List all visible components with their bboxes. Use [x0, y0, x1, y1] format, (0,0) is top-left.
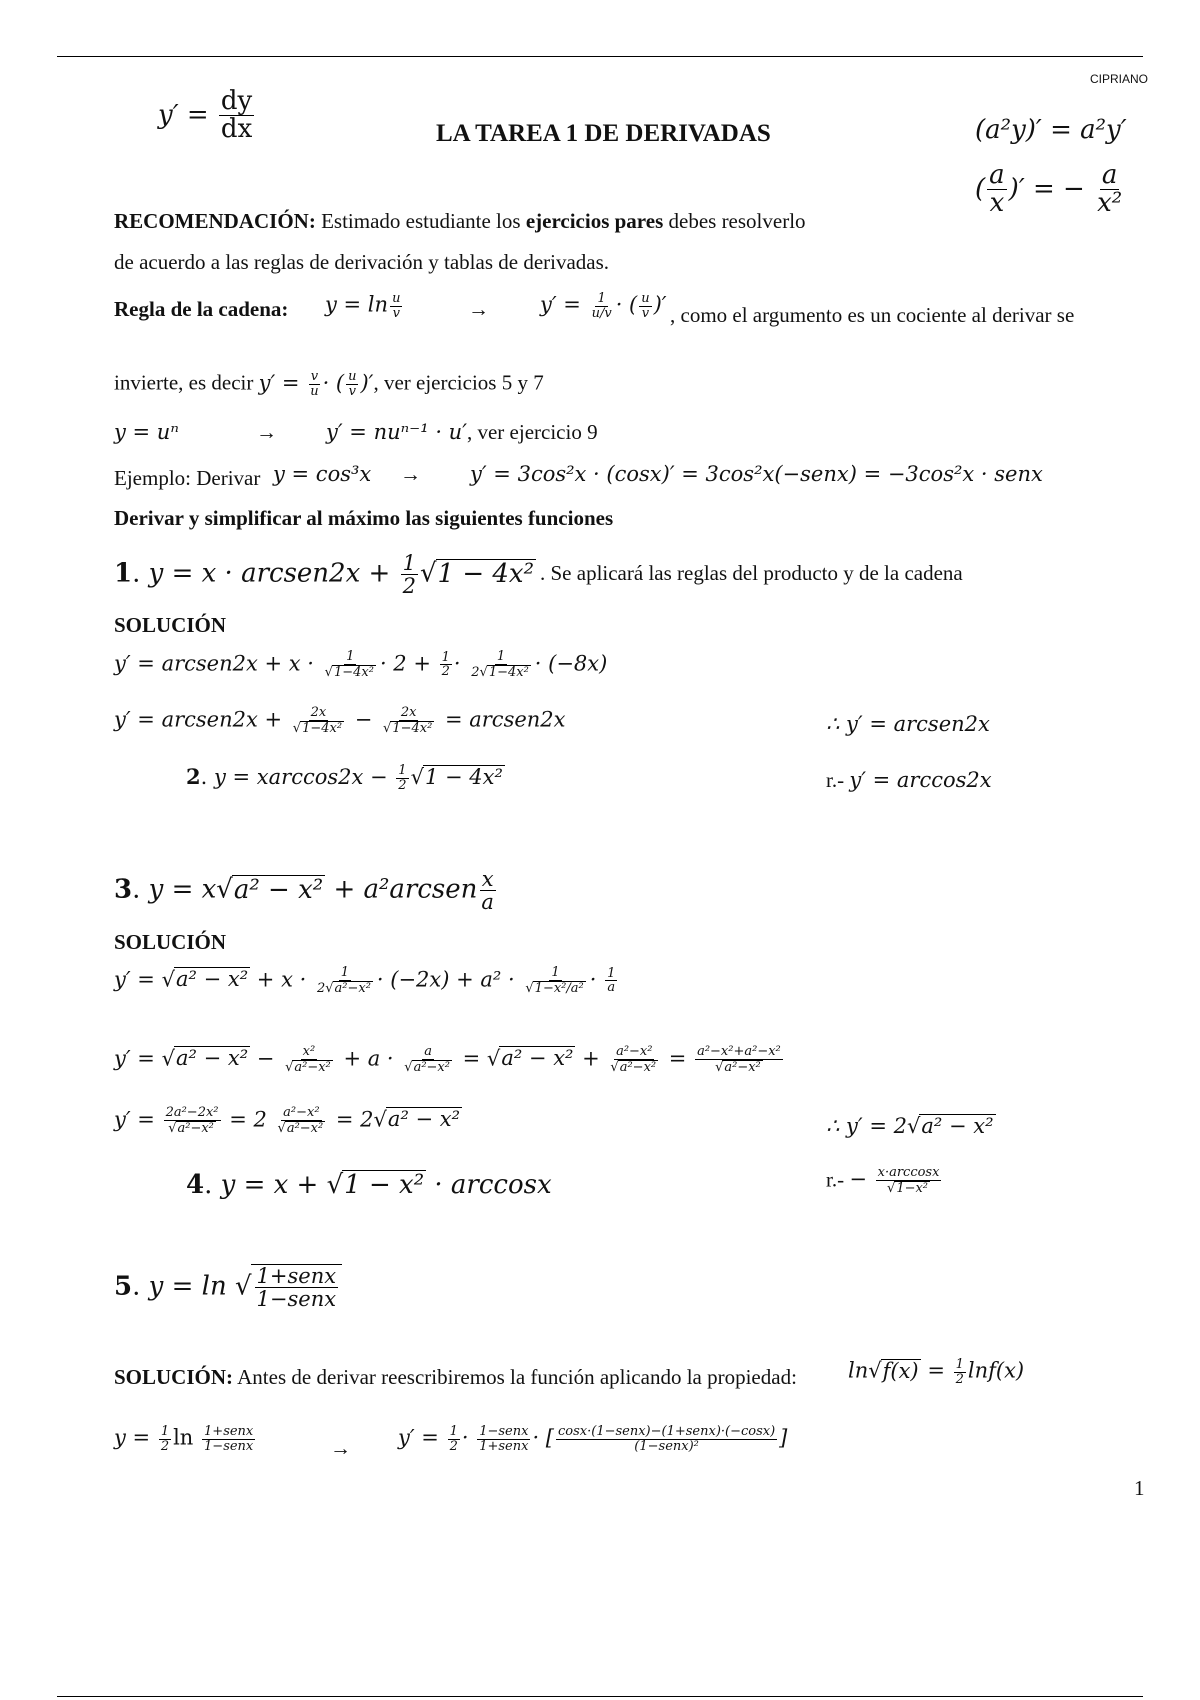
exercise-5: 5. y = ln √ $\frac{\text{1+senx}}{\text{1−senx}}$ [114, 1264, 342, 1310]
exercise-2: 2. y = xarccos2x − $\frac{1}{2}$ √1 − 4x² [186, 763, 503, 793]
log-property: ln√f(x) = $\frac{1}{2}$ lnf(x) [848, 1357, 1025, 1387]
chain-rule-formula-y: y = ln $\frac{u}{v}$ [325, 291, 401, 321]
recommendation-bold: ejercicios pares [525, 209, 664, 233]
solution-3-step3: y′ = $\frac{\text{2a²−2x²}}{\text{√a²−x²}}$ = 2 $\frac{\text{a²−x²}}{\text{√a²−x²}}$ = 2√a² − x² [114, 1105, 461, 1136]
header-formula-constant: (a²y)′ = a²y′ [975, 115, 1127, 145]
power-rule-derivative: y′ = nuⁿ⁻¹ · u′, ver ejercicio 9 [326, 420, 598, 444]
chain-rule-line2-prefix: invierte, es decir [114, 370, 254, 395]
exercise-1: 1. y = x · arcsen2x + $\frac{1}{2}$ √1 − 4x² [114, 551, 535, 599]
solution-1-step1: y′ = arcsen2x + x · $\frac{1}{\text{√1−4x²}}$ · 2 + $\frac{1}{2}$ · $\frac{1}{\text{2√1−4x²}}$ · (−8x) [114, 649, 608, 680]
exercise-4: 4. y = x + √1 − x² · arccosx [186, 1170, 552, 1200]
exercise-2-answer: r.- y′ = arccos2x [826, 768, 992, 792]
bottom-rule [57, 1696, 1143, 1697]
exercise-3: 3. y = x√a² − x² + a²arcsen $\frac{x}{a}$ [114, 867, 494, 915]
arrow-icon: → [468, 297, 489, 321]
chain-rule-line1: Regla de la cadena: [114, 297, 289, 321]
chain-rule-line2: invierte, es decir y′ = $\frac{v}{u}$ · ( $\frac{u}{v}$ )′, ver ejercicios 5 y 7 [114, 369, 544, 399]
arrow-icon: → [400, 462, 421, 486]
exercise-1-note: . Se aplicará las reglas del producto y de la cadena [540, 561, 963, 585]
solution-1-result: ∴ y′ = arcsen2x [826, 712, 990, 736]
solution-3-step2: y′ = √a² − x² − $\frac{\text{x²}}{\text{√a²−x²}}$ + a · $\frac{a}{\text{√a²−x²}}$ = √a² − x² + $\frac{\text{a²−x²}}{\text{√a²−x²}}$ = $\frac{\text{a²−x²+a²−x²}}{\text{√a²−x²}}$ [114, 1044, 781, 1075]
recommendation-label: RECOMENDACIÓN: [114, 209, 316, 233]
power-rule-ref: , ver ejercicio 9 [466, 420, 598, 444]
solution-1-step2: y′ = arcsen2x + $\frac{2x}{\text{√1−4x²}}$ − $\frac{2x}{\text{√1−4x²}}$ = arcsen2x [114, 705, 566, 736]
author-label: CIPRIANO [1089, 72, 1148, 86]
exercise-4-answer: r.- − $\frac{x\cdot\arccos x}{\text{√1−x²}}$ [826, 1165, 940, 1196]
solution-3-step1: y′ = √a² − x² + x · $\frac{1}{\text{2√a²−x²}}$ · (−2x) + a² · $\frac{1}{\text{√1−x²/a²}}$ · $\frac{1}{a}$ [114, 965, 616, 996]
top-rule [57, 56, 1143, 57]
example-formula: y = cos³x [273, 462, 372, 486]
example-label: Ejemplo: Derivar [114, 466, 261, 490]
chain-rule-line2-suffix: , ver ejercicios 5 y 7 [373, 370, 544, 395]
instruction: Derivar y simplificar al máximo las siguientes funciones [114, 506, 614, 530]
solution-5-rewrite: y = $\frac{1}{2}$ ln $\frac{\text{1+senx}}{\text{1−senx}}$ [114, 1424, 254, 1454]
recommendation-text2: debes resolverlo [668, 209, 806, 233]
page-title: LA TAREA 1 DE DERIVADAS [436, 120, 771, 147]
page-number: 1 [1134, 1476, 1145, 1500]
example-derivative: y′ = 3cos²x · (cosx)′ = 3cos²x(−senx) = −3cos²x · senx [470, 462, 1043, 486]
chain-rule-formula-derivative: y′ = $\frac{1}{u/v}$ · ( $\frac{u}{v}$ )′ [540, 291, 667, 321]
solution-3-result: ∴ y′ = 2√a² − x² [826, 1114, 994, 1138]
recommendation-text1: Estimado estudiante los [321, 209, 521, 233]
power-rule-y: y = uⁿ [114, 420, 179, 444]
solution-5-derivative: y′ = $\frac{1}{2}$ · $\frac{\text{1−senx}}{\text{1+senx}}$ · [ $\frac{\text{cosx·(1−senx)−(1+senx)·(−cosx)}}{\text{(1−senx)²}}$ ] [398, 1424, 788, 1454]
chain-rule-text: , como el argumento es un cociente al derivar se [670, 303, 1075, 327]
arrow-icon: → [330, 1436, 351, 1460]
chain-rule-label: Regla de la cadena [114, 297, 282, 321]
solution-heading-1: SOLUCIÓN [114, 613, 227, 637]
solution-heading-3: SOLUCIÓN [114, 930, 227, 954]
header-formula-quotient: ( $\frac{a}{x}$ )′ = − $\frac{a}{\text{x²}}$ [975, 160, 1123, 219]
solution-5-intro: SOLUCIÓN: Antes de derivar reescribiremos la función aplicando la propiedad: [114, 1365, 797, 1389]
arrow-icon: → [256, 420, 277, 444]
header-formula-dydx: y′ = $\frac{dy}{dx}$ [158, 86, 253, 145]
recommendation-line2: de acuerdo a las reglas de derivación y tablas de derivadas. [114, 250, 610, 274]
recommendation-line1 [114, 209, 806, 234]
